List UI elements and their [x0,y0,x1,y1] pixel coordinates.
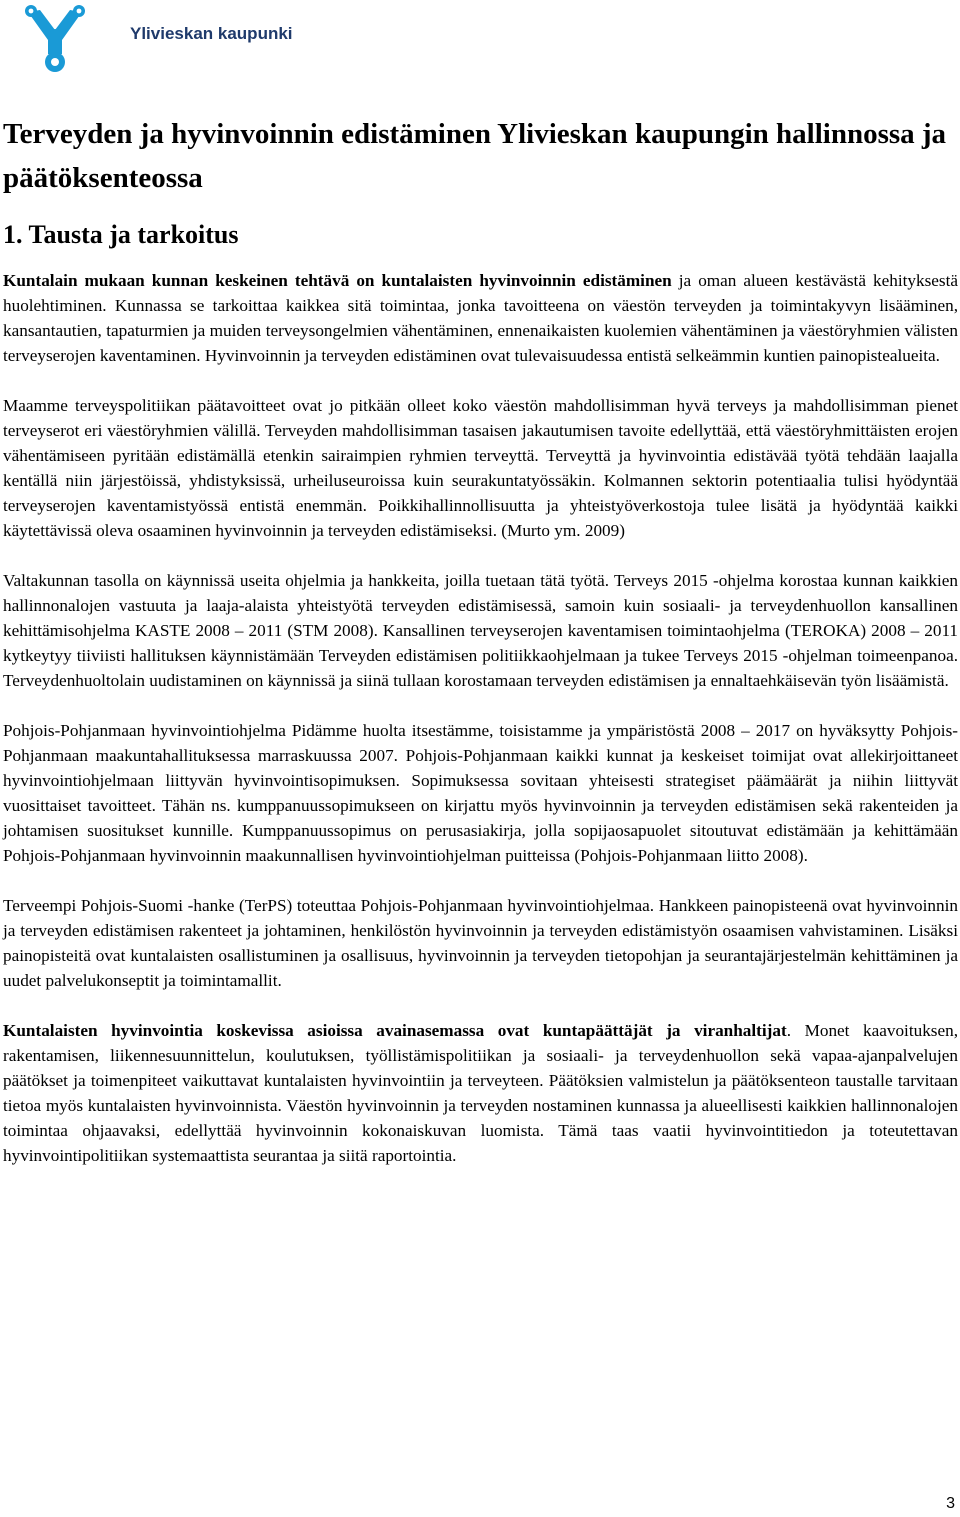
paragraph [3,568,958,693]
brand-name: Ylivieskan kaupunki [130,24,293,43]
paragraph-lead: Kuntalain mukaan kunnan keskeinen tehtävä on kuntalaisten hyvinvoinnin edistäminen [3,271,672,290]
paragraph [3,718,958,868]
paragraph-text: Maamme terveyspolitiikan päätavoitteet ovat jo pitkään olleet koko väestön mahdollisimman hyvä terveys ja mahdollisimman pienet terveyserot eri väestöryhmien välillä. Terveyden mahdollisimman tasaisen jakautumisen tavoite edellyttää, että väestöryhmittäisten erojen vähentämiseen pyritään edistämällä etenkin sairaimpien ryhmien terveyttä. Terveyttä ja hyvinvointia edistävää työtä tehdään laajalla kentällä niin järjestöissä, yhdistyksissä, urheiluseuroissa kuin seurakuntatyössäkin. Kolmannen sektorin potentiaalia tulisi hyödyntää terveyserojen kaventamistyössä entistä enemmän. Poikkihallinnollisuutta ja yhteistyöverkostoja tulee lisätä ja hyödyntää kaikki käytettävissä oleva osaaminen hyvinvoinnin ja terveyden edistämiseksi. (Murto ym. 2009) [3,396,958,540]
page-header [22,4,293,78]
logo-graphic [22,4,88,76]
paragraph-text: Valtakunnan tasolla on käynnissä useita ohjelmia ja hankkeita, joilla tuetaan tätä työtä. Terveys 2015 -ohjelma korostaa kunnan kaikkien hallinnonalojen vastuuta ja laaja-alaista yhteistyötä terveyden edistämisessä, samoin kuin sosiaali- ja terveydenhuollon kansallinen kehittämisohjelma KASTE 2008 – 2011 (STM 2008). Kansallinen terveyserojen kaventamisen toimintaohjelma (TEROKA) 2008 – 2011 kytkeytyy tiiviisti hallituksen käynnistämään Terveyden edistämisen politiikkaohjelmaan ja tukee Terveys 2015 -ohjelman toimeenpanoa. Terveydenhuoltolain uudistaminen on käynnissä ja siinä tullaan korostamaan terveyden edistämisen ja ennaltaehkäisevän työn lisäämistä. [3,571,958,690]
paragraph-text: ja oman alueen kestävästä kehityksestä huolehtiminen. Kunnassa se tarkoittaa kaikkea sitä toimintaa, jonka tavoitteena on väestön terveyden ja toimintakyvyn lisääminen, kansantautien, tapaturmien ja muiden terveysongelmien vähentäminen, ennenaikaisten kuolemien vähentäminen ja väestöryhmien välisten terveyserojen kaventaminen. Hyvinvoinnin ja terveyden edistäminen ovat tulevaisuudessa entistä selkeämmin kuntien painopistealueita. [3,271,958,365]
paragraph [3,893,958,993]
city-coat-of-arms-icon [22,4,88,76]
paragraph-lead: Kuntalaisten hyvinvointia koskevissa asioissa avainasemassa ovat kuntapäättäjät ja viranhaltijat [3,1021,787,1040]
page-number: 3 [946,1495,955,1512]
paragraph-text: Pohjois-Pohjanmaan hyvinvointiohjelma Pidämme huolta itsestämme, toisistamme ja ympäristöstä 2008 – 2017 on hyväksytty Pohjois-Pohjanmaan maakuntahallituksessa marraskuussa 2007. Pohjois-Pohjanmaan kaikki kunnat ja keskeiset toimijat ovat allekirjoittaneet hyvinvointiohjelmaan liittyvän hyvinvointisopimuksen. Sopimuksessa sovitaan yhteisesti strategiset päämäärät ja niihin liittyvät vuosittaiset tavoitteet. Tähän ns. kumppanuussopimukseen on kirjattu myös hyvinvoinnin ja terveyden edistämisen sekä rakenteiden ja johtamisen suositukset kunnille. Kumppanuussopimus on perusasiakirja, jolla sopijaosapuolet sitoutuvat edistämään ja kehittämään Pohjois-Pohjanmaan hyvinvoinnin maakunnallisen hyvinvointiohjelman puitteissa (Pohjois-Pohjanmaan liitto 2008). [3,721,958,865]
paragraph [3,393,958,543]
paragraph [3,268,958,368]
document-body [3,112,958,1193]
paragraph-text: . Monet kaavoituksen, rakentamisen, liikennesuunnittelun, koulutuksen, työllistämispolitiikan ja sosiaali- ja terveydenhuollon sekä vapaa-ajanpalvelujen päätökset ja toimenpiteet vaikuttavat kuntalaisten hyvinvointiin ja terveyteen. Päätöksien valmistelun ja päätöksenteon taustalle tarvitaan tietoa myös kuntalaisten hyvinvoinnista. Väestön hyvinvoinnin ja terveyden nostaminen kunnassa ja alueellisesti kaikkien hallinnonalojen toimintaa ohjaavaksi, edellyttää hyvinvoinnin kokonaiskuvan luomista. Tämä taas vaatii hyvinvointitiedon ja toteutettavan hyvinvointipolitiikan systemaattista seurantaa ja siitä raportointia. [3,1021,959,1165]
paragraph [3,1018,958,1168]
section-heading: 1. Tausta ja tarkoitus [3,220,239,249]
paragraph-text: Terveempi Pohjois-Suomi -hanke (TerPS) toteuttaa Pohjois-Pohjanmaan hyvinvointiohjelmaa. Hankkeen painopisteenä ovat hyvinvoinnin ja terveyden edistämisen rakenteet ja johtaminen, henkilöstön hyvinvoinnin ja terveyden edistämistyön osaamisen vahvistaminen. Lisäksi painopisteitä ovat kuntalaisten osallistuminen ja osallisuus, hyvinvoinnin ja terveyden tietopohjan ja seurantajärjestelmän kehittäminen ja uudet palvelukonseptit ja toimintamallit. [3,896,958,990]
document-title: Terveyden ja hyvinvoinnin edistäminen Ylivieskan kaupungin hallinnossa ja päätöksenteossa [3,118,947,194]
